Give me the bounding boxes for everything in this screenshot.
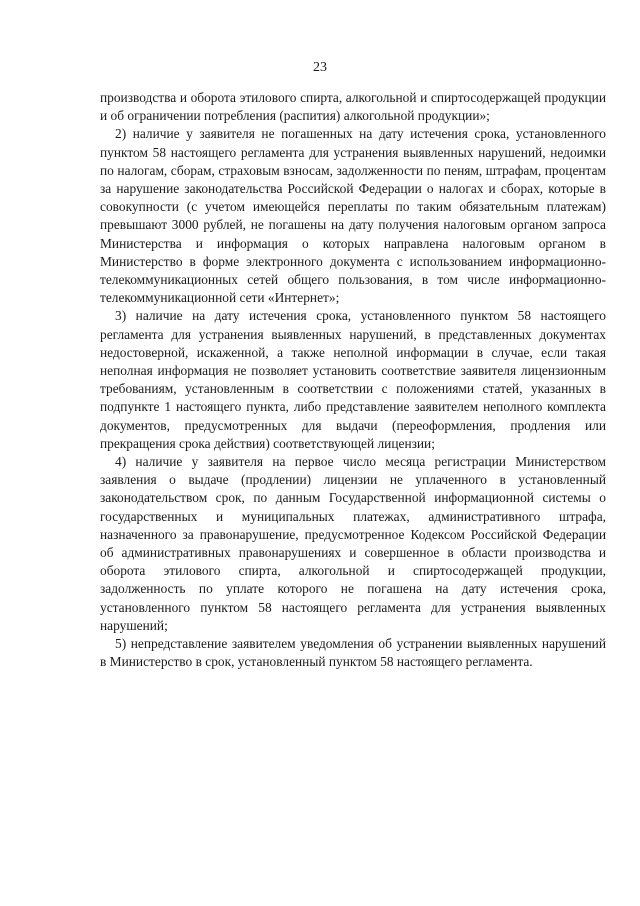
paragraph-item-3: 3) наличие на дату истечения срока, установленного пунктом 58 настоящего регламента для устранения выявленных нарушений, в представленных документах недостоверной, искаженной, а также неполной информации в случае, если такая неполная информация не позволяет установить соответствие заявителя лицензионным требованиям, установленным в соответствии с положениями статей, указанных в подпункте 1 настоящего пункта, либо представление заявителем неполного комплекта документов, предусмотренных для выдачи (переоформления, продления или прекращения срока действия) соответствующей лицензии;: [100, 308, 606, 451]
paragraph-item-2: 2) наличие у заявителя не погашенных на дату истечения срока, установленного пунктом 58 настоящего регламента для устранения выявленных нарушений, недоимки по налогам, сборам, страховым взносам, задолженности по пеням, штрафам, процентам за нарушение законодательства Российской Федерации о налогах и сборах, которые в совокупности (с учетом имеющейся переплаты по таким обязательным платежам) превышают 3000 рублей, не погашены на дату получения налоговым органом запроса Министерства и информация о которых направлена налоговым органом в Министерство в форме электронного документа с использованием информационно-телекоммуникационных сетей общего пользования, в том числе информационно-телекоммуникационной сети «Интернет»;: [100, 126, 606, 306]
paragraph-item-5: 5) непредставление заявителем уведомления об устранении выявленных нарушений в Министерство в срок, установленный пунктом 58 настоящего регламента.: [100, 636, 606, 670]
page-number: 23: [313, 60, 327, 75]
paragraph-continuation: производства и оборота этилового спирта, алкогольной и спиртосодержащей продукции и об ограничении потребления (распития) алкогольной продукции»;: [100, 90, 606, 124]
paragraph-item-4: 4) наличие у заявителя на первое число месяца регистрации Министерством заявления о выдаче (продлении) лицензии не уплаченного в установленный законодательством срок, по данным Государственной информационной системы о государственных и муниципальных платежах, административного штрафа, назначенного за правонарушение, предусмотренное Кодексом Российской Федерации об административных правонарушениях и совершенное в области производства и оборота этилового спирта, алкогольной и спиртосодержащей продукции, задолженность по уплате которого не погашена на дату истечения срока, установленного пунктом 58 настоящего регламента для устранения выявленных нарушений;: [100, 454, 606, 633]
document-body: [100, 89, 606, 672]
